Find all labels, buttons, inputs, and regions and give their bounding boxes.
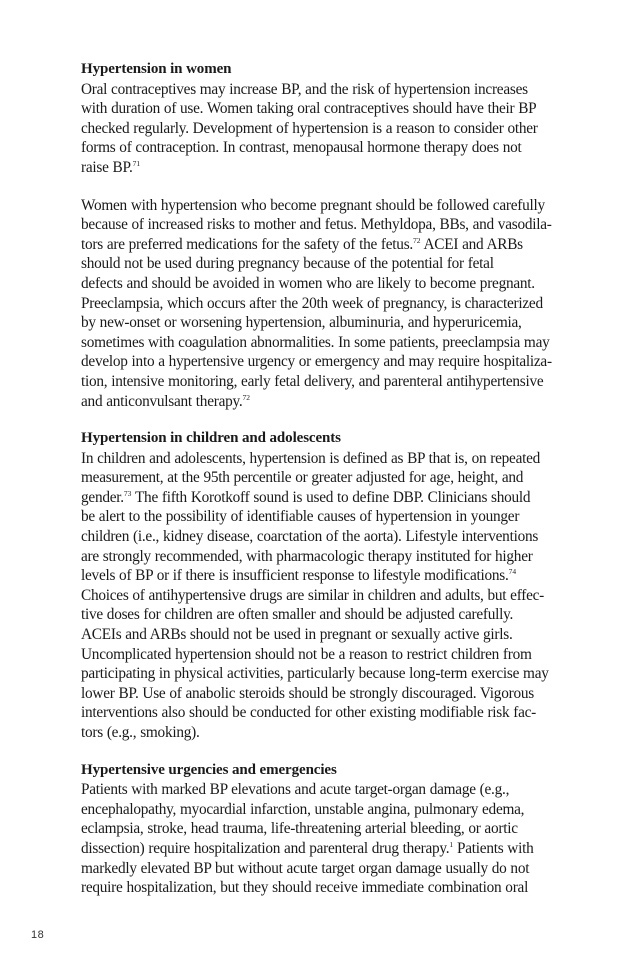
paragraph-urgencies (81, 780, 585, 898)
text-line: ACEIs and ARBs should not be used in pregnant or sexually active girls. (81, 626, 513, 644)
text-line: tion, intensive monitoring, early fetal delivery, and parenteral antihypertensive (81, 372, 544, 390)
text-fragment: tors are preferred medications for the safety of the fetus. (81, 235, 413, 253)
section-urgencies (81, 761, 585, 898)
footnote-ref: 74 (508, 567, 517, 577)
text-line: Choices of antihypertensive drugs are similar in children and adults, but effec- (81, 586, 545, 604)
text-line (81, 158, 585, 178)
text-line (81, 839, 585, 859)
text-line: are strongly recommended, with pharmacologic therapy instituted for higher (81, 547, 533, 565)
text-line: children (i.e., kidney disease, coarctation of the aorta). Lifestyle interventions (81, 528, 539, 546)
paragraph-children (81, 449, 585, 743)
text-line: lower BP. Use of anabolic steroids should be strongly discouraged. Vigorous (81, 684, 534, 702)
section-gap (81, 411, 585, 429)
text-line: tive doses for children are often smaller and should be adjusted carefully. (81, 606, 514, 624)
text-line (81, 488, 585, 508)
footnote-ref: 72 (412, 235, 421, 245)
text-line: forms of contraception. In contrast, menopausal hormone therapy does not (81, 139, 522, 157)
text-line: Patients with marked BP elevations and acute target-organ damage (e.g., (81, 781, 510, 799)
footnote-ref: 73 (123, 488, 132, 498)
text-line: markedly elevated BP but without acute target organ damage usually do not (81, 859, 530, 877)
text-line: with duration of use. Women taking oral contraceptives should have their BP (81, 100, 537, 118)
text-line: participating in physical activities, particularly because long-term exercise may (81, 665, 549, 683)
text-line: interventions also should be conducted for other existing modifiable risk fac- (81, 704, 537, 722)
text-fragment: raise BP. (81, 158, 133, 176)
text-fragment: ACEI and ARBs (420, 235, 523, 253)
text-line: sometimes with coagulation abnormalities. In some patients, preeclampsia may (81, 333, 550, 351)
text-line: Oral contraceptives may increase BP, and the risk of hypertension increases (81, 80, 528, 98)
footnote-ref: 72 (242, 392, 250, 402)
page-body (81, 60, 585, 898)
text-line: In children and adolescents, hypertension is defined as BP that is, on repeated (81, 449, 541, 467)
text-line (81, 392, 585, 412)
text-line: checked regularly. Development of hypertension is a reason to consider other (81, 119, 538, 137)
text-line (81, 566, 585, 586)
text-fragment: gender. (81, 488, 124, 506)
section-heading-urgencies: Hypertensive urgencies and emergencies (81, 761, 337, 778)
text-line: develop into a hypertensive urgency or emergency and may require hospitaliza- (81, 353, 552, 371)
text-line: encephalopathy, myocardial infarction, unstable angina, pulmonary edema, (81, 800, 525, 818)
paragraph-gap (81, 178, 585, 196)
footnote-ref: 1 (449, 839, 454, 849)
section-children (81, 429, 585, 743)
text-line: be alert to the possibility of identifiable causes of hypertension in younger (81, 508, 520, 526)
text-line: Women with hypertension who become pregnant should be followed carefully (81, 196, 545, 214)
section-heading-women: Hypertension in women (81, 61, 232, 77)
paragraph-women-pregnancy (81, 196, 585, 412)
text-fragment: The fifth Korotkoff sound is used to define DBP. Clinicians should (131, 488, 531, 506)
text-line: measurement, at the 95th percentile or greater adjusted for age, height, and (81, 469, 524, 487)
section-gap (81, 743, 585, 761)
footnote-ref: 71 (132, 158, 141, 168)
text-line: by new-onset or worsening hypertension, albuminuria, and hyperuricemia, (81, 314, 522, 332)
text-line (81, 235, 585, 255)
page-number: 18 (31, 929, 45, 941)
paragraph-women-contraceptives (81, 80, 585, 178)
text-fragment: levels of BP or if there is insufficient response to lifestyle modifications. (81, 567, 509, 585)
section-heading-children: Hypertension in children and adolescents (81, 430, 341, 447)
text-line: eclampsia, stroke, head trauma, life-threatening arterial bleeding, or aortic (81, 820, 518, 838)
section-women (81, 60, 585, 411)
text-line: require hospitalization, but they should receive immediate combination oral (81, 879, 529, 897)
text-line: Uncomplicated hypertension should not be a reason to restrict children from (81, 645, 532, 663)
text-line: Preeclampsia, which occurs after the 20th week of pregnancy, is characterized (81, 294, 543, 312)
text-line: because of increased risks to mother and fetus. Methyldopa, BBs, and vasodila- (81, 216, 552, 234)
text-fragment: Patients with (453, 839, 534, 857)
text-fragment: dissection) require hospitalization and parenteral drug therapy. (81, 839, 450, 857)
text-line: defects and should be avoided in women who are likely to become pregnant. (81, 274, 535, 292)
text-line: should not be used during pregnancy because of the potential for fetal (81, 255, 494, 273)
text-line: tors (e.g., smoking). (81, 724, 200, 741)
text-fragment: and anticonvulsant therapy. (81, 392, 243, 410)
